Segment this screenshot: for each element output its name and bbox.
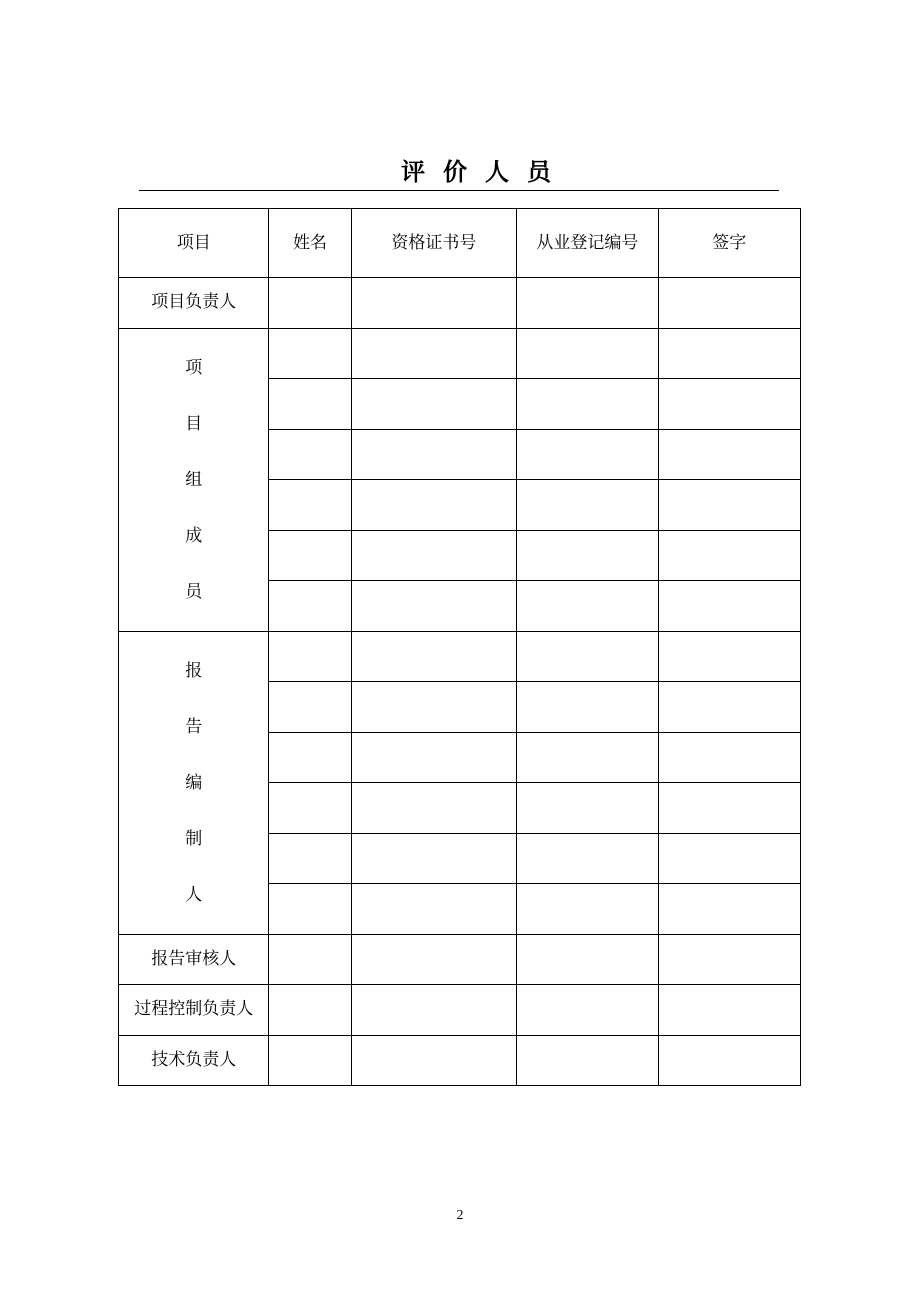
registration-cell[interactable] (517, 783, 658, 834)
row-label-report-writers (119, 631, 269, 934)
name-cell[interactable] (269, 732, 351, 783)
name-cell[interactable] (269, 631, 351, 682)
signature-cell[interactable] (658, 429, 800, 480)
registration-cell[interactable] (517, 581, 658, 632)
signature-cell[interactable] (658, 581, 800, 632)
certificate-cell[interactable] (351, 682, 516, 733)
header-signature: 签字 (658, 209, 800, 278)
signature-cell[interactable] (658, 379, 800, 430)
signature-cell[interactable] (658, 985, 800, 1036)
signature-cell[interactable] (658, 934, 800, 985)
certificate-cell[interactable] (351, 530, 516, 581)
name-cell[interactable] (269, 833, 351, 884)
certificate-cell[interactable] (351, 934, 516, 985)
registration-cell[interactable] (517, 429, 658, 480)
table-header-row (119, 209, 801, 278)
registration-cell[interactable] (517, 934, 658, 985)
name-cell[interactable] (269, 480, 351, 531)
team-members-char: 组 (185, 469, 203, 490)
team-members-char: 项 (185, 357, 203, 378)
name-cell[interactable] (269, 1035, 351, 1086)
header-certificate-number: 资格证书号 (351, 209, 516, 278)
signature-cell[interactable] (658, 631, 800, 682)
name-cell[interactable] (269, 379, 351, 430)
certificate-cell[interactable] (351, 1035, 516, 1086)
name-cell[interactable] (269, 581, 351, 632)
table-row (119, 278, 801, 329)
name-cell[interactable] (269, 530, 351, 581)
report-writers-char: 制 (185, 828, 203, 849)
row-label-technical-lead: 技术负责人 (119, 1035, 269, 1086)
registration-cell[interactable] (517, 379, 658, 430)
certificate-cell[interactable] (351, 783, 516, 834)
name-cell[interactable] (269, 429, 351, 480)
header-name: 姓名 (269, 209, 351, 278)
row-label-team-members (119, 328, 269, 631)
certificate-cell[interactable] (351, 732, 516, 783)
row-label-process-control-lead: 过程控制负责人 (119, 985, 269, 1036)
team-members-char: 员 (185, 581, 203, 602)
name-cell[interactable] (269, 884, 351, 935)
registration-cell[interactable] (517, 631, 658, 682)
name-cell[interactable] (269, 934, 351, 985)
report-writers-char: 编 (185, 772, 203, 793)
header-project: 项目 (119, 209, 269, 278)
row-label-project-lead: 项目负责人 (119, 278, 269, 329)
page-title: 评价人员 (401, 158, 569, 186)
team-members-char: 目 (185, 413, 203, 434)
certificate-cell[interactable] (351, 480, 516, 531)
name-cell[interactable] (269, 278, 351, 329)
signature-cell[interactable] (658, 1035, 800, 1086)
registration-cell[interactable] (517, 328, 658, 379)
registration-cell[interactable] (517, 1035, 658, 1086)
signature-cell[interactable] (658, 884, 800, 935)
team-members-char: 成 (185, 525, 203, 546)
header-registration-number: 从业登记编号 (517, 209, 658, 278)
signature-cell[interactable] (658, 783, 800, 834)
name-cell[interactable] (269, 682, 351, 733)
table-row (119, 934, 801, 985)
name-cell[interactable] (269, 328, 351, 379)
registration-cell[interactable] (517, 985, 658, 1036)
certificate-cell[interactable] (351, 328, 516, 379)
report-writers-char: 告 (185, 716, 203, 737)
signature-cell[interactable] (658, 328, 800, 379)
name-cell[interactable] (269, 783, 351, 834)
registration-cell[interactable] (517, 833, 658, 884)
signature-cell[interactable] (658, 480, 800, 531)
certificate-cell[interactable] (351, 429, 516, 480)
certificate-cell[interactable] (351, 985, 516, 1036)
registration-cell[interactable] (517, 480, 658, 531)
table-row (119, 1035, 801, 1086)
registration-cell[interactable] (517, 278, 658, 329)
certificate-cell[interactable] (351, 581, 516, 632)
registration-cell[interactable] (517, 530, 658, 581)
table-row (119, 985, 801, 1036)
report-writers-char: 报 (185, 660, 203, 681)
signature-cell[interactable] (658, 833, 800, 884)
certificate-cell[interactable] (351, 379, 516, 430)
signature-cell[interactable] (658, 732, 800, 783)
evaluation-staff-table (118, 208, 801, 1086)
row-label-report-reviewer: 报告审核人 (119, 934, 269, 985)
table-row (119, 631, 801, 682)
registration-cell[interactable] (517, 732, 658, 783)
registration-cell[interactable] (517, 682, 658, 733)
page-number: 2 (456, 1208, 464, 1223)
signature-cell[interactable] (658, 278, 800, 329)
table-row (119, 328, 801, 379)
name-cell[interactable] (269, 985, 351, 1036)
certificate-cell[interactable] (351, 833, 516, 884)
report-writers-char: 人 (185, 884, 203, 905)
signature-cell[interactable] (658, 530, 800, 581)
registration-cell[interactable] (517, 884, 658, 935)
certificate-cell[interactable] (351, 278, 516, 329)
certificate-cell[interactable] (351, 884, 516, 935)
certificate-cell[interactable] (351, 631, 516, 682)
signature-cell[interactable] (658, 682, 800, 733)
title-underline (139, 190, 779, 191)
